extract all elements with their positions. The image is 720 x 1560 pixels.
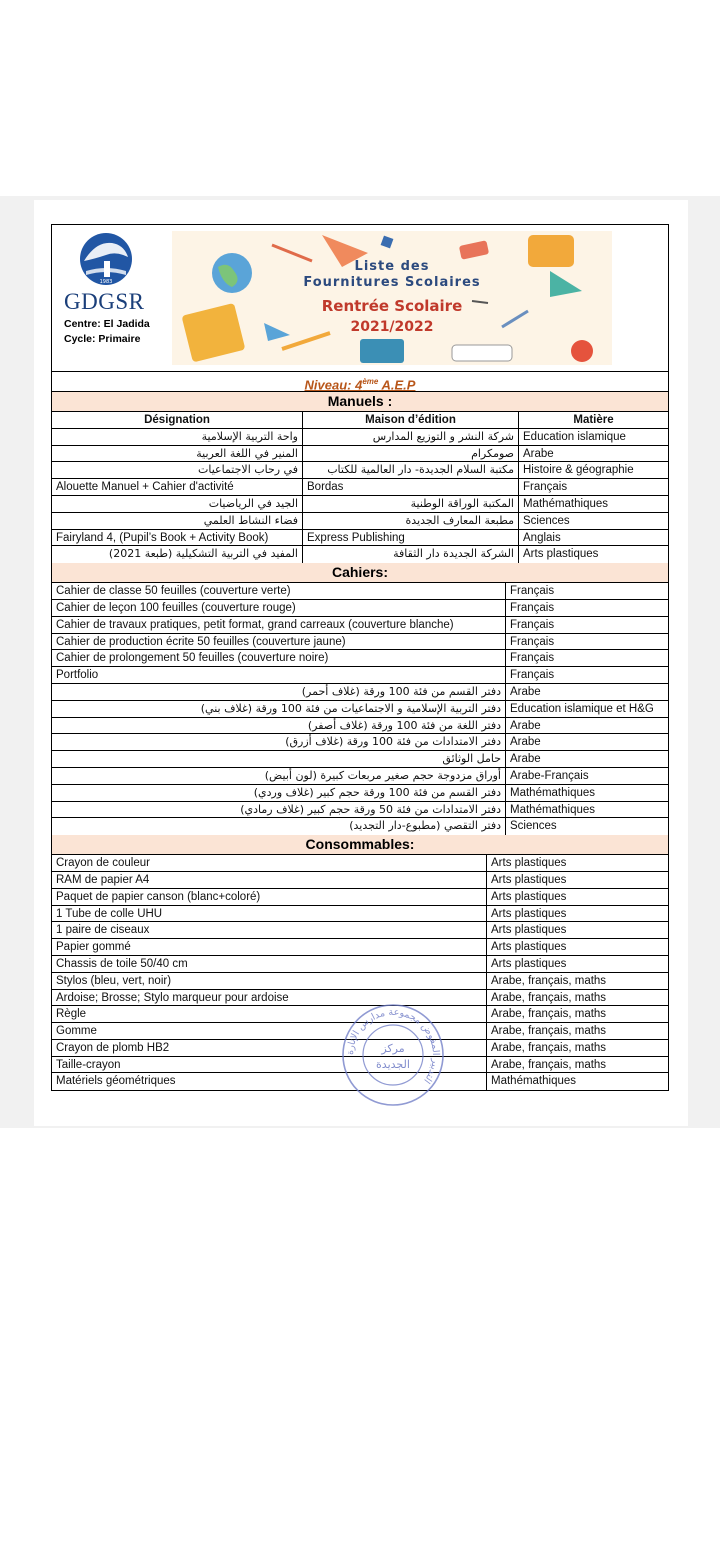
table-cell: صومكرام bbox=[302, 446, 518, 462]
table-cell: Bordas bbox=[302, 479, 518, 495]
table-cell: Arts plastiques bbox=[518, 546, 668, 563]
table-cell: Sciences bbox=[518, 513, 668, 529]
cahiers-section-title: Cahiers: bbox=[52, 563, 668, 583]
table-row bbox=[52, 889, 668, 906]
table-cell: Arabe, français, maths bbox=[486, 1023, 668, 1039]
table-row bbox=[52, 583, 668, 600]
table-cell: Gomme bbox=[56, 1025, 97, 1038]
table-row bbox=[52, 650, 668, 667]
table-cell: Matériels géométriques bbox=[56, 1075, 176, 1088]
table-row bbox=[52, 751, 668, 768]
table-row bbox=[52, 906, 668, 923]
table-cell: Français bbox=[505, 617, 668, 633]
table-row bbox=[52, 684, 668, 701]
table-cell: Mathémathiques bbox=[505, 785, 668, 801]
banner-line-3: Rentrée Scolaire bbox=[321, 297, 463, 315]
table-cell: دفتر اللغة من فئة 100 ورقة (غلاف أصفر) bbox=[307, 718, 501, 732]
table-cell: Français bbox=[505, 667, 668, 683]
table-cell: مكتبة السلام الجديدة- دار العالمية للكتاب bbox=[302, 462, 518, 478]
table-cell: دفتر التربية الإسلامية و الاجتماعيات من فئة 100 ورقة (غلاف بني) bbox=[200, 701, 501, 715]
table-cell: Express Publishing bbox=[302, 530, 518, 546]
niveau-sup: ème bbox=[362, 377, 379, 386]
table-row bbox=[52, 546, 668, 563]
table-cell: Mathémathiques bbox=[518, 496, 668, 512]
table-cell: Arabe, français, maths bbox=[486, 1006, 668, 1022]
table-cell: Arabe bbox=[505, 734, 668, 750]
banner-line-1: Liste des bbox=[354, 259, 430, 274]
table-row bbox=[52, 462, 668, 479]
table-cell: Français bbox=[505, 600, 668, 616]
stamp-center-1: مركز bbox=[381, 1042, 405, 1055]
table-cell: Taille-crayon bbox=[56, 1058, 121, 1071]
table-cell: Stylos (bleu, vert, noir) bbox=[56, 974, 172, 987]
table-cell: Arabe, français, maths bbox=[486, 990, 668, 1006]
table-row bbox=[52, 718, 668, 735]
table-cell: مطبعة المعارف الجديدة bbox=[302, 513, 518, 529]
table-cell: Arabe bbox=[505, 751, 668, 767]
table-cell: Français bbox=[518, 479, 668, 495]
table-row bbox=[52, 479, 668, 496]
table-cell: Cahier de classe 50 feuilles (couverture verte) bbox=[56, 585, 291, 598]
table-cell: Portfolio bbox=[56, 669, 99, 682]
table-cell: Sciences bbox=[505, 818, 668, 835]
table-cell: Arabe bbox=[505, 718, 668, 734]
table-cell: Règle bbox=[56, 1008, 87, 1021]
table-row bbox=[52, 802, 668, 819]
cycle-label: Cycle: Primaire bbox=[64, 333, 141, 345]
table-cell: Paquet de papier canson (blanc+coloré) bbox=[56, 890, 261, 903]
table-cell: Histoire & géographie bbox=[518, 462, 668, 478]
table-cell: شركة النشر و التوزيع المدارس bbox=[302, 429, 518, 445]
table-row bbox=[52, 617, 668, 634]
stamp-center-2: الجديدة bbox=[376, 1058, 410, 1071]
table-cell: المفيد في التربية التشكيلية (طبعة 2021) bbox=[108, 547, 298, 561]
table-row bbox=[52, 600, 668, 617]
table-cell: Français bbox=[505, 634, 668, 650]
col-matiere: Matière bbox=[518, 412, 668, 428]
table-row bbox=[52, 446, 668, 463]
table-row bbox=[52, 634, 668, 651]
table-cell: المكتبة الوراقة الوطنية bbox=[302, 496, 518, 512]
table-row bbox=[52, 530, 668, 547]
table-cell: دفتر القسم من فئة 100 ورقة (غلاف أحمر) bbox=[301, 684, 501, 698]
niveau-prefix: Niveau: 4 bbox=[304, 377, 363, 393]
centre-label: Centre: El Jadida bbox=[64, 318, 150, 330]
table-cell: Cahier de leçon 100 feuilles (couverture rouge) bbox=[56, 601, 296, 614]
table-row bbox=[52, 922, 668, 939]
manuels-section-title: Manuels : bbox=[52, 392, 668, 412]
table-row bbox=[52, 939, 668, 956]
table-cell: Anglais bbox=[518, 530, 668, 546]
table-cell: Crayon de plomb HB2 bbox=[56, 1041, 170, 1054]
table-row bbox=[52, 855, 668, 872]
consommables-section-title: Consommables: bbox=[52, 835, 668, 855]
table-cell: Crayon de couleur bbox=[56, 857, 150, 870]
niveau-heading bbox=[52, 372, 668, 392]
table-row bbox=[52, 956, 668, 973]
table-row bbox=[52, 429, 668, 446]
table-row bbox=[52, 734, 668, 751]
table-row bbox=[52, 785, 668, 802]
table-cell: Education islamique bbox=[518, 429, 668, 445]
table-cell: Arts plastiques bbox=[486, 956, 668, 972]
table-cell: الجيد في الرياضيات bbox=[208, 496, 298, 510]
table-cell: دفتر التقصي (مطبوع-دار التجديد) bbox=[349, 819, 501, 833]
col-maison-edition: Maison d’édition bbox=[302, 412, 518, 428]
table-cell: Arts plastiques bbox=[486, 855, 668, 871]
lighthouse-logo-icon bbox=[76, 231, 136, 287]
table-cell: Arts plastiques bbox=[486, 939, 668, 955]
table-cell: حامل الوثائق bbox=[442, 752, 501, 766]
table-cell: أوراق مزدوجة حجم صغير مربعات كبيرة (لون أبيض) bbox=[264, 768, 501, 782]
table-cell: Arts plastiques bbox=[486, 889, 668, 905]
table-cell: Arts plastiques bbox=[486, 906, 668, 922]
banner-image bbox=[172, 231, 612, 365]
document-header bbox=[52, 225, 668, 372]
table-row bbox=[52, 973, 668, 990]
table-cell: Arts plastiques bbox=[486, 922, 668, 938]
manuels-table-body bbox=[52, 429, 668, 563]
table-cell: واحة التربية الإسلامية bbox=[201, 429, 298, 443]
table-cell: في رحاب الاجتماعيات bbox=[198, 463, 298, 477]
table-cell: Cahier de production écrite 50 feuilles (couverture jaune) bbox=[56, 635, 346, 648]
table-cell: 1 Tube de colle UHU bbox=[56, 907, 163, 920]
table-cell: Français bbox=[505, 583, 668, 599]
table-cell: Arabe bbox=[505, 684, 668, 700]
niveau-suffix: A.E.P bbox=[378, 377, 416, 393]
table-cell: Arabe-Français bbox=[505, 768, 668, 784]
table-row bbox=[52, 768, 668, 785]
table-cell: دفتر الامتدادات من فئة 100 ورقة (غلاف أزرق) bbox=[285, 735, 501, 749]
table-cell: Mathémathiques bbox=[486, 1073, 668, 1090]
table-cell: Chassis de toile 50/40 cm bbox=[56, 957, 188, 970]
table-cell: Mathémathiques bbox=[505, 802, 668, 818]
table-row bbox=[52, 701, 668, 718]
table-cell: Arabe, français, maths bbox=[486, 973, 668, 989]
table-cell: Fairyland 4, (Pupil’s Book + Activity Book) bbox=[56, 531, 269, 544]
table-row bbox=[52, 818, 668, 835]
table-cell: Arabe, français, maths bbox=[486, 1057, 668, 1073]
table-cell: دفتر الامتدادات من فئة 50 ورقة حجم كبير (غلاف رمادي) bbox=[240, 802, 501, 816]
table-cell: Français bbox=[505, 650, 668, 666]
table-cell: RAM de papier A4 bbox=[56, 873, 150, 886]
table-row bbox=[52, 872, 668, 889]
table-cell: فضاء النشاط العلمي bbox=[203, 513, 298, 527]
supplies-list-document bbox=[51, 224, 669, 1091]
table-cell: Papier gommé bbox=[56, 941, 131, 954]
table-cell: Arabe, français, maths bbox=[486, 1040, 668, 1056]
cahiers-table-body bbox=[52, 583, 668, 835]
stamp-ring-text: التدبير المفوض مجموعة مدارس الإنارة bbox=[344, 1006, 442, 1086]
table-cell: Ardoise; Brosse; Stylo marqueur pour ardoise bbox=[56, 991, 289, 1004]
table-row bbox=[52, 667, 668, 684]
table-row bbox=[52, 496, 668, 513]
top-blank-area bbox=[0, 0, 720, 196]
table-cell: Cahier de travaux pratiques, petit format, grand carreaux (couverture blanche) bbox=[56, 618, 454, 631]
table-cell: المنير في اللغة العربية bbox=[196, 446, 298, 460]
table-cell: 1 paire de ciseaux bbox=[56, 924, 150, 937]
table-cell: Alouette Manuel + Cahier d'activité bbox=[56, 481, 234, 494]
table-row bbox=[52, 513, 668, 530]
table-cell: الشركة الجديدة دار الثقافة bbox=[302, 546, 518, 563]
manuels-header-row bbox=[52, 412, 668, 429]
table-cell: دفتر القسم من فئة 100 ورقة حجم كبير (غلاف وردي) bbox=[253, 785, 501, 799]
logo-year: 1983 bbox=[99, 279, 113, 285]
table-cell: Arabe bbox=[518, 446, 668, 462]
banner-line-2: Fournitures Scolaires bbox=[303, 275, 481, 290]
table-cell: Arts plastiques bbox=[486, 872, 668, 888]
table-cell: Education islamique et H&G bbox=[505, 701, 668, 717]
banner-line-4: 2021/2022 bbox=[350, 319, 434, 335]
table-cell: Cahier de prolongement 50 feuilles (couverture noire) bbox=[56, 652, 329, 665]
school-stamp bbox=[338, 1000, 448, 1110]
logo-wordmark: GDGSR bbox=[64, 289, 145, 314]
col-designation: Désignation bbox=[144, 414, 210, 426]
